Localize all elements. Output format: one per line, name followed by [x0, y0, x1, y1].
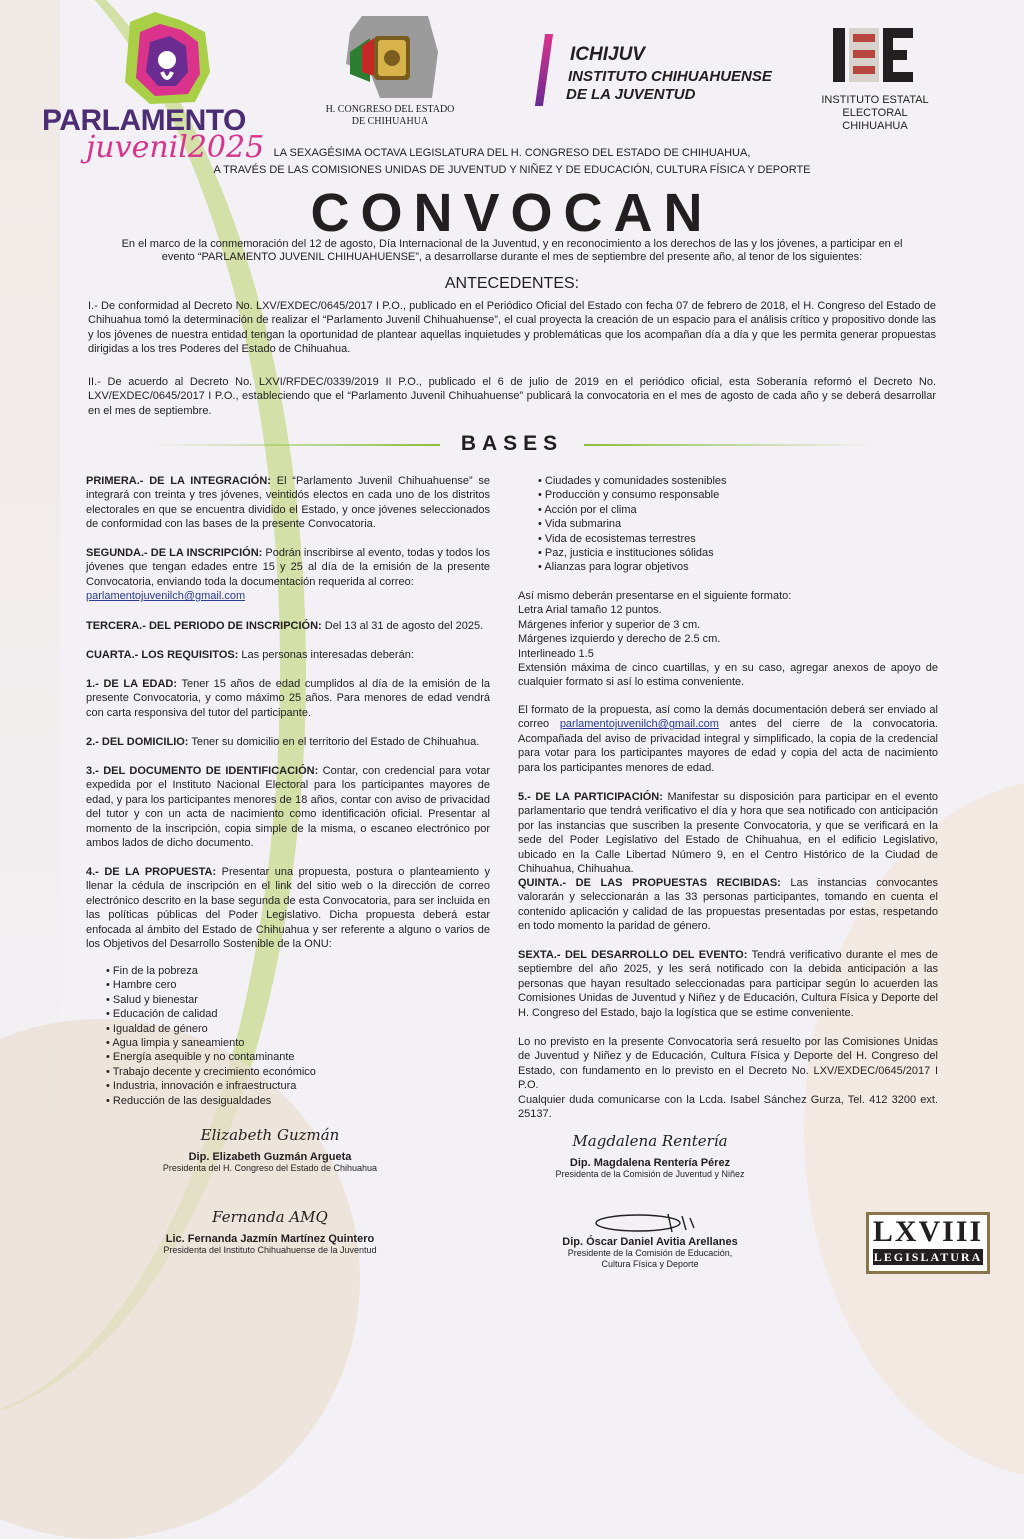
- requisito-propuesta-heading: 4.- DE LA PROPUESTA:: [86, 866, 217, 878]
- requisito-identificacion-heading: 3.- DEL DOCUMENTO DE IDENTIFICACIÓN:: [86, 765, 319, 777]
- congreso-line1: H. CONGRESO DEL ESTADO: [325, 104, 455, 115]
- base-sexta: [518, 948, 938, 1020]
- list-item: • Ciudades y comunidades sostenibles: [538, 474, 938, 488]
- iee-logo: [790, 24, 960, 132]
- ichijuv-acronym: ICHIJUV: [570, 44, 645, 65]
- envio-block: [518, 703, 938, 775]
- requisito-participacion-heading: 5.- DE LA PARTICIPACIÓN:: [518, 791, 663, 803]
- list-item: • Producción y consumo responsable: [538, 488, 938, 502]
- requisito-propuesta-text: Presentar una propuesta, postura o planteamiento y llenar la cédula de inscripción en el link del sitio web o la dirección de correo electrónico descrito en la base segunda de esta Convocatoria, para ser incluida en las políticas públicas del Poder Legislativo. Dicha propuesta deberá estar enfocada al ámbito del Estado de Chihuahua y ser referente a alguno o varios de los Objetivos del Desarrollo Sostenible de la ONU:: [86, 866, 490, 951]
- list-item: • Salud y bienestar: [106, 993, 486, 1007]
- base-cuarta-heading: CUARTA.- LOS REQUISITOS:: [86, 649, 239, 661]
- ichijuv-bar-icon: [535, 34, 553, 106]
- base-primera-text: El “Parlamento Juvenil Chihuahuense” se integrará con treinta y tres jóvenes, veintidós electos en cada uno de los distritos electorales en que se encuentra dividido el Estado, y once jóvenes seleccionados de conformidad con las bases de la presente Convocatoria.: [86, 475, 490, 531]
- requisito-edad-heading: 1.- DE LA EDAD:: [86, 678, 178, 690]
- ods-list-left: [106, 964, 486, 1108]
- bases-heading: [150, 432, 874, 458]
- formato-item: Márgenes izquierdo y derecho de 2.5 cm.: [518, 633, 721, 646]
- ods-list-right: [538, 474, 938, 575]
- list-item: • Agua limpia y saneamiento: [106, 1036, 486, 1050]
- list-item: • Alianzas para lograr objetivos: [538, 560, 938, 574]
- base-cuarta: [86, 648, 490, 662]
- ichijuv-name-line1: INSTITUTO CHIHUAHUENSE: [568, 68, 772, 85]
- bases-divider-right: [584, 444, 874, 446]
- requisito-identificacion-text: Contar, con credencial para votar expedida por el Instituto Nacional Electoral para los participantes mayores de edad, y para los participantes menores de 18 años, contar con aviso de privacidad del tutor y con un acta de nacimiento como identificación oficial. Presentar al momento de la inscripción, copia simple de la misma, o escaneo electrónico por ambos lados de dicho documento.: [86, 765, 491, 850]
- formato-item: Márgenes inferior y superior de 3 cm.: [518, 618, 701, 631]
- formato-item: Letra Arial tamaño 12 puntos.: [518, 604, 662, 617]
- requisito-identificacion: [86, 764, 490, 850]
- signer-name: Dip. Magdalena Rentería Pérez: [569, 1157, 731, 1169]
- signature-renteria: [520, 1132, 780, 1180]
- congreso-logo: [320, 12, 460, 132]
- requisito-domicilio-heading: 2.- DEL DOMICILIO:: [86, 736, 189, 748]
- ichijuv-name-line2: DE LA JUVENTUD: [566, 86, 696, 103]
- requisito-participacion-text: Manifestar su disposición para participar en el evento parlamentario que tendrá verificativo el día y hora que sea notificado con anticipación por las instancias que suscriben la presente Convocatoria, y que se verificará en la sede del Poder Legislativo del Estado de Chihuahua, en el edificio Legislativo, ubicado en la Calle Libertad Número 9, en el Centro Histórico de la Ciudad de Chihuahua, Chihuahua.: [518, 791, 939, 876]
- base-tercera-text: Del 13 al 31 de agosto del 2025.: [321, 620, 484, 632]
- signature-guzman: [140, 1126, 400, 1174]
- legislatura-label: LEGISLATURA: [873, 1250, 983, 1264]
- list-item: • Trabajo decente y crecimiento económico: [106, 1065, 486, 1079]
- base-quinta-text: Las instancias convocantes valorarán y seleccionarán a las 33 personas participantes, tomando en cuenta el contenido aplicación y calidad de las propuestas presentadas por estas, respetando en todo momento la paridad de género.: [518, 877, 938, 933]
- base-tercera: [86, 619, 490, 633]
- email-link[interactable]: parlamentojuvenilch@gmail.com: [86, 590, 246, 603]
- base-primera-heading: PRIMERA.- DE LA INTEGRACIÓN:: [86, 475, 271, 487]
- list-item: • Educación de calidad: [106, 1007, 486, 1021]
- iee-line2: CHIHUAHUA: [842, 120, 908, 132]
- signer-role: Presidenta del H. Congreso del Estado de Chihuahua: [162, 1163, 378, 1173]
- list-item: • Vida de ecosistemas terrestres: [538, 532, 938, 546]
- intro-paragraph: En el marco de la conmemoración del 12 de agosto, Día Internacional de la Juventud, y en reconocimiento a los derechos de las y los jóvenes, a participar en el evento “PARLAMENTO JUVENIL CHIHUAHUENSE”, a desarrollarse durante el mes de septiembre del presente año, al tenor de los siguientes:: [121, 238, 903, 263]
- list-item: • Energía asequible y no contaminante: [106, 1050, 486, 1064]
- base-quinta: [518, 876, 938, 934]
- iee-line1: INSTITUTO ESTATAL ELECTORAL: [821, 94, 929, 119]
- list-item: • Fin de la pobreza: [106, 964, 486, 978]
- signature-scribble-icon: [590, 1212, 710, 1234]
- signer-name: Dip. Óscar Daniel Avitia Arellanes: [562, 1236, 738, 1248]
- base-segunda: [86, 546, 490, 604]
- signer-role: Presidente de la Comisión de Educación,: [567, 1248, 733, 1258]
- signer-role: Presidenta de la Comisión de Juventud y Niñez: [555, 1169, 745, 1179]
- parlamento-juvenil-logo: [38, 12, 265, 165]
- email-link[interactable]: parlamentojuvenilch@gmail.com: [559, 718, 719, 731]
- legislatura-numeral: LXVIII: [872, 1215, 984, 1248]
- list-item: • Paz, justicia e instituciones sólidas: [538, 546, 938, 560]
- list-item: • Vida submarina: [538, 517, 938, 531]
- requisito-participacion: [518, 790, 938, 876]
- ichijuv-logo: [538, 34, 778, 114]
- signature-image: Elizabeth Guzmán: [200, 1126, 340, 1144]
- signer-name: Dip. Elizabeth Guzmán Argueta: [188, 1151, 352, 1163]
- parlamento-subtitle: juvenil2025: [86, 130, 265, 165]
- no-previsto: Lo no previsto en la presente Convocatoria será resuelto por las Comisiones Unidas de Juventud y Niñez y de Educación, Cultura Física y Deporte del H. Congreso del Estado, con fundamento en lo previsto en el Decreto No. LXV/EXDEC/0645/2017 I P.O.: [518, 1036, 938, 1092]
- base-sexta-heading: SEXTA.- DEL DESARROLLO DEL EVENTO:: [518, 949, 748, 961]
- signer-name: Lic. Fernanda Jazmín Martínez Quintero: [165, 1233, 375, 1245]
- antecedentes-title: ANTECEDENTES:: [444, 275, 580, 292]
- signature-martinez: [140, 1208, 400, 1256]
- parlamento-emblem-icon: [110, 12, 220, 112]
- antecedentes-paragraph-1: I.- De conformidad al Decreto No. LXV/EXDEC/0645/2017 I P.O., publicado en el Periódico Oficial del Estado con fecha 07 de febrero de 2018, el H. Congreso del Estado de Chihuahua tomó la determinación de realizar el “Parlamento Juvenil Chihuahuense”, el cual proyecta la creación de un espacio para el análisis crítico y propositivo donde las y los jóvenes de nuestra entidad tengan la oportunidad de plantear aquellas inquietudes y problemáticas que los acompañan día a día y que les permita generar propuestas dirigidas a los tres Poderes del Estado de Chihuahua.: [88, 300, 936, 356]
- parlamento-title: PARLAMENTO: [42, 104, 246, 137]
- requisito-domicilio: [86, 735, 490, 749]
- antecedentes-paragraph-2: II.- De acuerdo al Decreto No. LXVI/RFDEC/0339/2019 II P.O., publicado el 6 de julio de 2019 en el periódico oficial, esta Soberanía reformó el Decreto No. LXV/EXDEC/0645/2017 I P.O., estableciendo que el “Parlamento Juvenil Chihuahuense” publicará la convocatoria en el mes de agosto de cada año y se deberá desarrollar en el mes de septiembre.: [88, 376, 936, 417]
- list-item: • Hambre cero: [106, 978, 486, 992]
- base-cuarta-text: Las personas interesadas deberán:: [238, 649, 414, 661]
- bases-title: BASES: [460, 432, 564, 455]
- signer-role-line2: Cultura Física y Deporte: [601, 1259, 699, 1269]
- signature-image: Magdalena Rentería: [572, 1132, 728, 1150]
- requisito-edad-text: Tener 15 años de edad cumplidos al día de la emisión de la presente Convocatoria, y como máximo 25 años. Para menores de edad vendrá con carta responsiva del tutor del participante.: [86, 678, 490, 719]
- base-sexta-text: Tendrá verificativo durante el mes de septiembre del año 2025, y les será notificado con la debida anticipación a las personas que hayan resultado seleccionadas para participar según lo acuerden las Comisiones Unidas de Juventud y Niñez y de Educación, Cultura Física y Deporte del H. Congreso del Estado, bajo la logística que se estime conveniente.: [518, 949, 938, 1019]
- legislatura-logo: [866, 1212, 990, 1274]
- iee-emblem-icon: [833, 24, 917, 86]
- congreso-line2: DE CHIHUAHUA: [351, 116, 429, 127]
- signature-avitia: [520, 1212, 780, 1270]
- convening-line1: LA SEXAGÉSIMA OCTAVA LEGISLATURA DEL H. CONGRESO DEL ESTADO DE CHIHUAHUA,: [273, 147, 751, 159]
- formato-item: Extensión máxima de cinco cuartillas, y en su caso, agregar anexos de apoyo de cualquier formato si así lo estima conveniente.: [518, 662, 938, 689]
- base-primera: [86, 474, 490, 532]
- congreso-name: [320, 104, 460, 128]
- contact-line: Cualquier duda comunicarse con la Lcda. Isabel Sánchez Gurza, Tel. 412 3200 ext. 25137.: [518, 1094, 938, 1121]
- signature-image: Fernanda AMQ: [212, 1208, 328, 1226]
- base-segunda-text: Podrán inscribirse al evento, todas y todos los jóvenes que tengan edades entre 15 y 25 al día de la emisión de la presente Convocatoria, enviando toda la documentación requerida al correo:: [86, 547, 490, 588]
- envio-text-a: El formato de la propuesta, así como la demás documentación deberá ser enviado al correo: [518, 704, 938, 731]
- list-item: • Igualdad de género: [106, 1022, 486, 1036]
- envio-text-b: antes del cierre de la convocatoria. Acompañada del aviso de privacidad integral y simplificado, la copia de la credencial para votar para los participantes mayores de edad y copia del acta de nacimiento para los participantes menores de edad.: [518, 718, 938, 774]
- page-title: CONVOCAN: [310, 183, 714, 243]
- base-quinta-heading: QUINTA.- DE LAS PROPUESTAS RECIBIDAS:: [518, 877, 781, 889]
- signer-role: Presidenta del Instituto Chihuahuense de la Juventud: [163, 1245, 377, 1255]
- base-segunda-heading: SEGUNDA.- DE LA INSCRIPCIÓN:: [86, 547, 263, 559]
- formato-intro: Así mismo deberán presentarse en el siguiente formato:: [518, 590, 792, 602]
- base-tercera-heading: TERCERA.- DEL PERIODO DE INSCRIPCIÓN:: [86, 620, 322, 632]
- formato-item: Interlineado 1.5: [518, 647, 594, 660]
- iee-name: [790, 94, 960, 133]
- formato-block: [518, 589, 938, 690]
- list-item: • Industria, innovación e infraestructura: [106, 1079, 486, 1093]
- list-item: • Reducción de las desigualdades: [106, 1094, 486, 1108]
- requisito-domicilio-text: Tener su domicilio en el territorio del Estado de Chihuahua.: [188, 736, 480, 748]
- requisito-edad: [86, 677, 490, 720]
- convening-line2: A TRAVÉS DE LAS COMISIONES UNIDAS DE JUVENTUD Y NIÑEZ Y DE EDUCACIÓN, CULTURA FÍSICA Y DEPORTE: [213, 164, 811, 176]
- requisito-propuesta: [86, 865, 490, 951]
- list-item: • Acción por el clima: [538, 503, 938, 517]
- chihuahua-map-icon: [340, 12, 440, 102]
